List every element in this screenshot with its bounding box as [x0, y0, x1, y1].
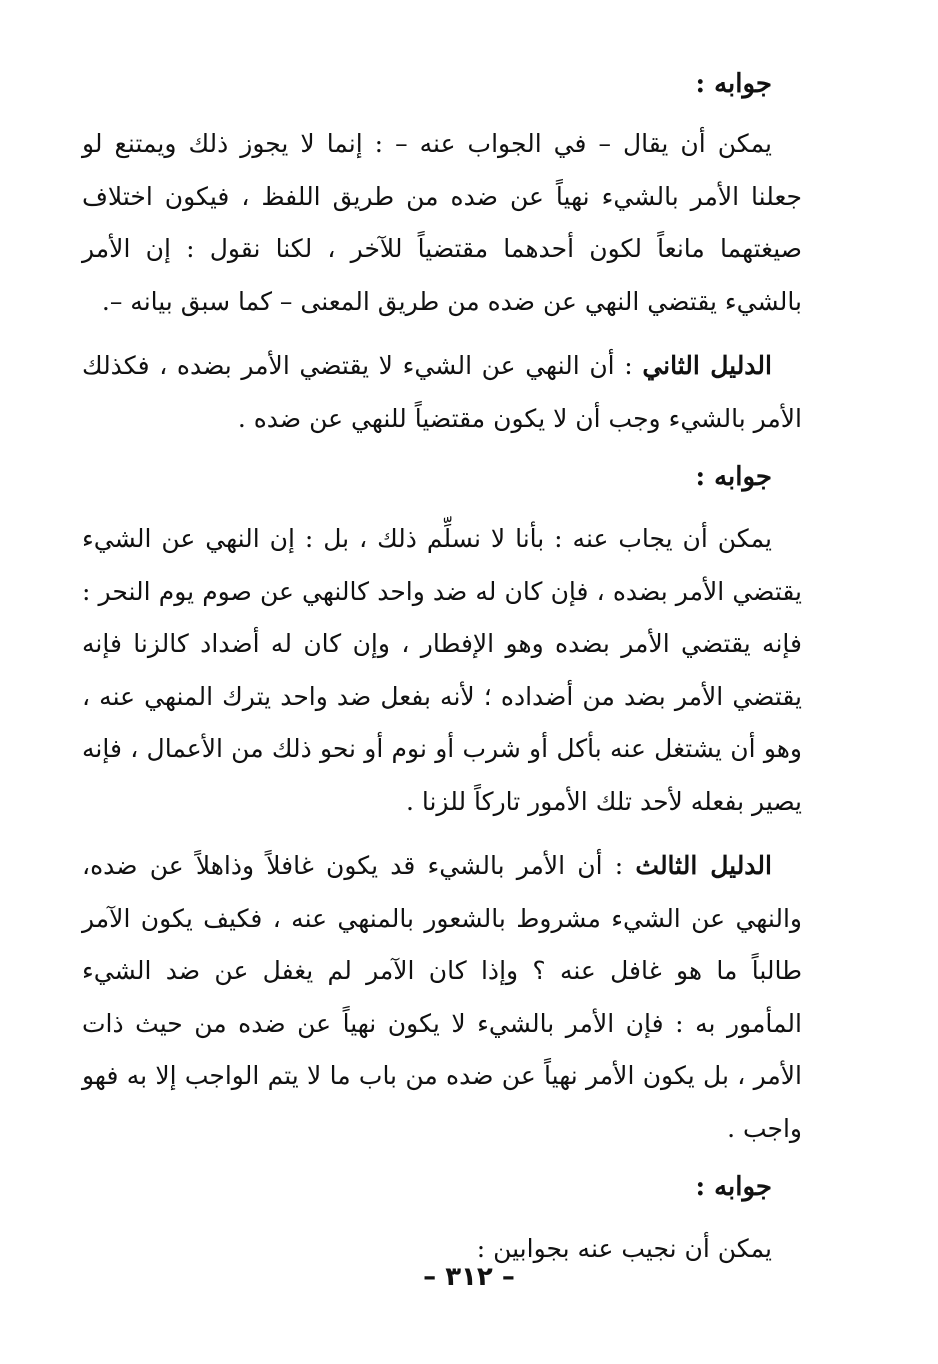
answer-heading-1: جوابه : — [695, 69, 772, 99]
paragraph-second-evidence — [82, 340, 802, 445]
paragraph-answer-2: يمكن أن يجاب عنه : بأنا لا نسلِّم ذلك ، بل : إن النهي عن الشيء يقتضي الأمر بضده ، فإن كان له ضد واحد كالنهي عن صوم يوم النحر : فإنه يقتضي الأمر بضده وهو الإفطار ، وإن كان له أضداد كالزنا فإنه يقتضي الأمر بضد من أضداده ؛ لأنه بفعل ضد واحد يترك المنهي عنه ، وهو أن يشتغل عنه بأكل أو شرب أو نوم أو نحو ذلك من الأعمال ، فإنه يصير بفعله لأحد تلك الأمور تاركاً للزنا . — [82, 524, 802, 816]
page-body — [82, 64, 802, 1275]
second-evidence-text: : أن النهي عن الشيء لا يقتضي الأمر بضده ، فكذلك الأمر بالشيء وجب أن لا يكون مقتضياً للنهي عن ضده . — [82, 351, 802, 433]
paragraph-answer-1: يمكن أن يقال – في الجواب عنه – : إنما لا يجوز ذلك ويمتنع لو جعلنا الأمر بالشيء نهياً عن ضده من طريق اللفظ ، فيكون اختلاف صيغتهما مانعاً لكون أحدهما مقتضياً للآخر ، لكنا نقول : إن الأمر بالشيء يقتضي النهي عن ضده من طريق المعنى – كما سبق بيانه –. — [82, 129, 802, 316]
answer-heading-3: جوابه : — [695, 1172, 772, 1202]
second-evidence-label: الدليل الثاني — [642, 351, 772, 380]
third-evidence-label: الدليل الثالث — [635, 851, 772, 880]
answer-heading-2: جوابه : — [695, 462, 772, 492]
paragraph-answer-3: يمكن أن نجيب عنه بجوابين : — [476, 1234, 772, 1263]
third-evidence-text: : أن الأمر بالشيء قد يكون غافلاً وذاهلاً عن ضده، والنهي عن الشيء مشروط بالشعور بالمنهي عنه ، فكيف يكون الآمر طالباً ما هو غافل عنه ؟ وإذا كان الآمر لم يغفل عن ضد الشيء المأمور به : فإن الأمر بالشيء لا يكون نهياً عن ضده من حيث ذات الأمر ، بل يكون الأمر نهياً عن ضده من باب ما لا يتم الواجب إلا به فهو واجب . — [82, 851, 802, 1143]
paragraph-third-evidence — [82, 840, 802, 1155]
page-number: – ٣١٢ – — [423, 1262, 515, 1292]
